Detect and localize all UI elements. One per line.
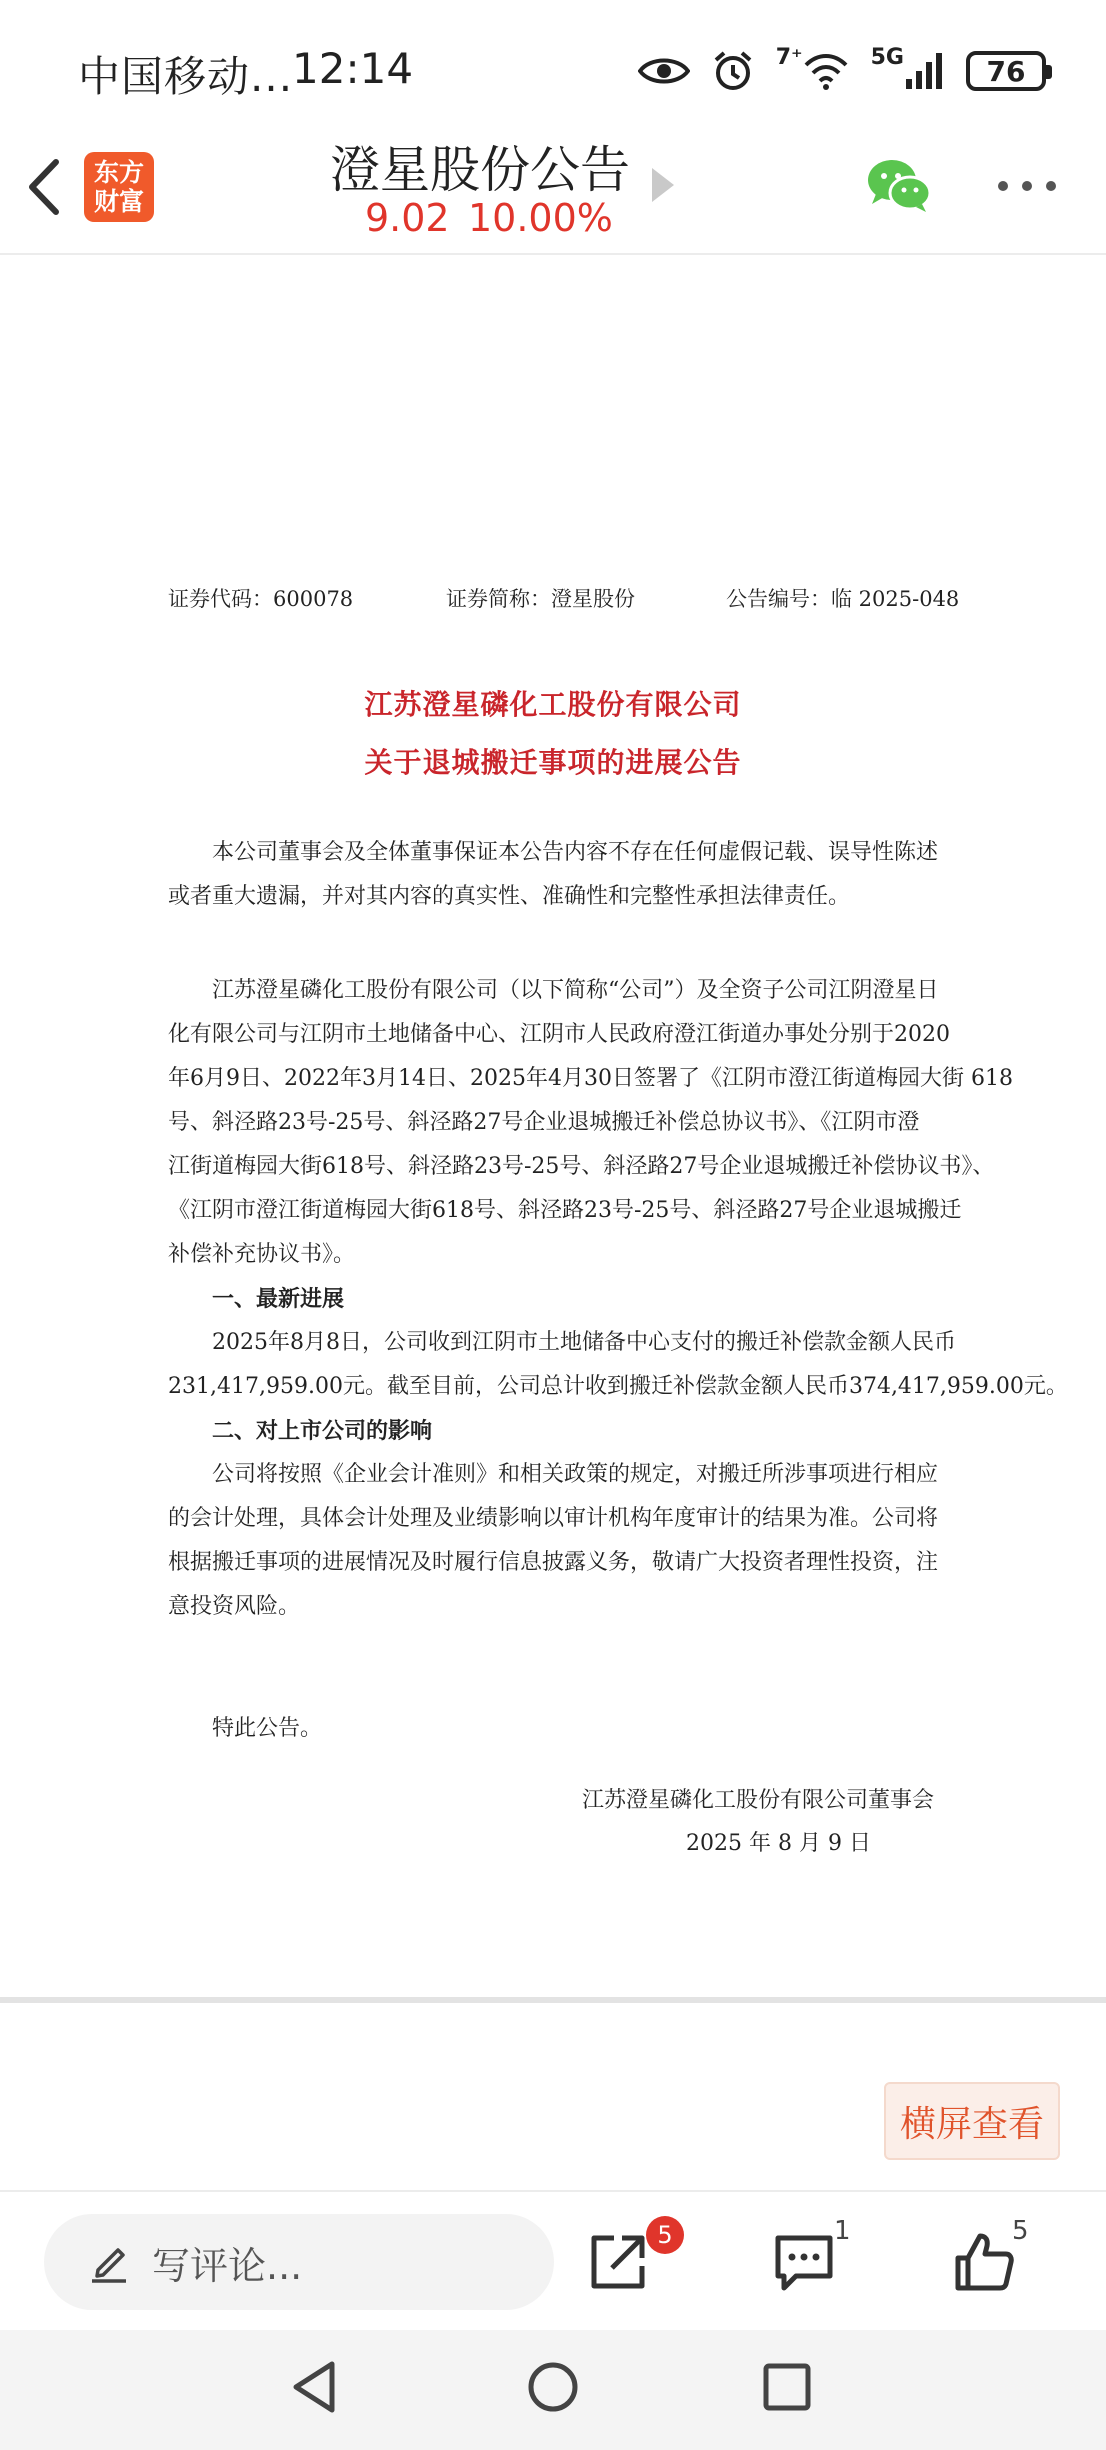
- intro-line: 江街道梅园大街618号、斜泾路23号-25号、斜泾路27号企业退城搬迁补偿协议书》、: [168, 1154, 995, 1179]
- section2-line: 的会计处理，具体会计处理及业绩影响以审计机构年度审计的结果为准。公司将: [168, 1506, 939, 1531]
- section2-line: 意投资风险。: [168, 1594, 301, 1619]
- closing-paragraph: [168, 1707, 940, 1751]
- signature-date: 2025 年 8 月 9 日: [686, 1831, 871, 1856]
- app-header: [0, 130, 1106, 255]
- section2-line: 根据搬迁事项的进展情况及时履行信息披露义务，敬请广大投资者理性投资，注: [168, 1550, 939, 1575]
- announcement-number: 公告编号：临 2025-048: [726, 587, 960, 611]
- comment-icon[interactable]: [772, 2230, 836, 2294]
- logo-text-line1: 东方: [93, 158, 144, 187]
- comment-input[interactable]: [44, 2214, 554, 2310]
- status-bar: [0, 0, 1106, 140]
- nav-home-icon[interactable]: [518, 2352, 588, 2422]
- share-icon[interactable]: [586, 2230, 650, 2294]
- signal-type-label: 5G: [870, 44, 904, 70]
- board-statement: [168, 831, 940, 919]
- stock-change-percent: 10.00%: [468, 196, 613, 240]
- announcement-document: [0, 257, 1106, 1997]
- stock-price: 9.02: [365, 196, 450, 240]
- alarm-icon: [712, 50, 754, 92]
- intro-line: 号、斜泾路23号-25号、斜泾路27号企业退城搬迁补偿总协议书》、《江阴市澄: [168, 1110, 920, 1135]
- signature: 江苏澄星磷化工股份有限公司董事会: [582, 1788, 935, 1813]
- landscape-view-button[interactable]: 横屏查看: [884, 2082, 1060, 2160]
- statement-line: 本公司董事会及全体董事保证本公告内容不存在任何虚假记载、误导性陈述: [212, 840, 939, 865]
- carrier-name: 中国移动...: [78, 52, 294, 101]
- document-title-line1: 江苏澄星磷化工股份有限公司: [364, 688, 742, 721]
- section-divider: [0, 1997, 1106, 2003]
- nav-back-icon[interactable]: [282, 2352, 352, 2422]
- intro-line: 补偿补充协议书》。: [168, 1242, 356, 1267]
- wechat-share-icon[interactable]: [866, 156, 932, 216]
- clock: 12:14: [292, 44, 414, 93]
- signal-icon: [904, 51, 944, 91]
- intro-line: 江苏澄星磷化工股份有限公司（以下简称“公司”）及全资子公司江阴澄星日: [212, 978, 939, 1003]
- network-type-label: 7⁺: [775, 44, 803, 70]
- pencil-icon: [90, 2240, 130, 2284]
- security-code: 证券代码：600078: [168, 587, 354, 611]
- bottom-action-bar: [0, 2190, 1106, 2330]
- intro-line: 化有限公司与江阴市土地储备中心、江阴市人民政府澄江街道办事处分别于2020: [168, 1022, 950, 1047]
- status-icons: [638, 46, 1046, 96]
- more-options-icon[interactable]: [998, 176, 1056, 196]
- thumbs-up-icon[interactable]: [952, 2230, 1016, 2294]
- section2-heading: 二、对上市公司的影响: [212, 1418, 433, 1444]
- wifi-icon: [803, 51, 849, 91]
- section2-line: 公司将按照《企业会计准则》和相关政策的规定，对搬迁所涉事项进行相应: [212, 1462, 939, 1487]
- share-count-badge: 5: [646, 2216, 684, 2254]
- document-title-line2: 关于退城搬迁事项的进展公告: [364, 746, 742, 779]
- nav-recents-icon[interactable]: [752, 2352, 822, 2422]
- statement-line: 或者重大遗漏，并对其内容的真实性、准确性和完整性承担法律责任。: [168, 884, 851, 909]
- system-navigation-bar: [0, 2330, 1106, 2450]
- section1-line: 2025年8月8日，公司收到江阴市土地储备中心支付的搬迁补偿款金额人民币: [212, 1330, 956, 1355]
- page-title: 澄星股份公告: [330, 141, 630, 199]
- eye-icon: [638, 55, 690, 87]
- section1-line: 231,417,959.00元。截至目前，公司总计收到搬迁补偿款金额人民币374,417,959.00元。: [168, 1374, 1068, 1399]
- closing-text: 特此公告。: [212, 1716, 323, 1741]
- like-count: 5: [1012, 2216, 1029, 2246]
- comment-placeholder: 写评论...: [152, 2243, 303, 2288]
- security-name: 证券简称：澄星股份: [446, 587, 635, 611]
- logo-text-line2: 财富: [93, 187, 144, 216]
- expand-arrow-icon[interactable]: [652, 168, 674, 202]
- battery-icon: 76: [966, 51, 1046, 91]
- intro-paragraph: [168, 969, 1068, 1629]
- section1-heading: 一、最新进展: [212, 1286, 345, 1312]
- intro-line: 《江阴市澄江街道梅园大街618号、斜泾路23号-25号、斜泾路27号企业退城搬迁: [168, 1198, 962, 1223]
- comment-count: 1: [834, 2216, 851, 2246]
- intro-line: 年6月9日、2022年3月14日、2025年4月30日签署了《江阴市澄江街道梅园大街 618: [168, 1066, 1013, 1091]
